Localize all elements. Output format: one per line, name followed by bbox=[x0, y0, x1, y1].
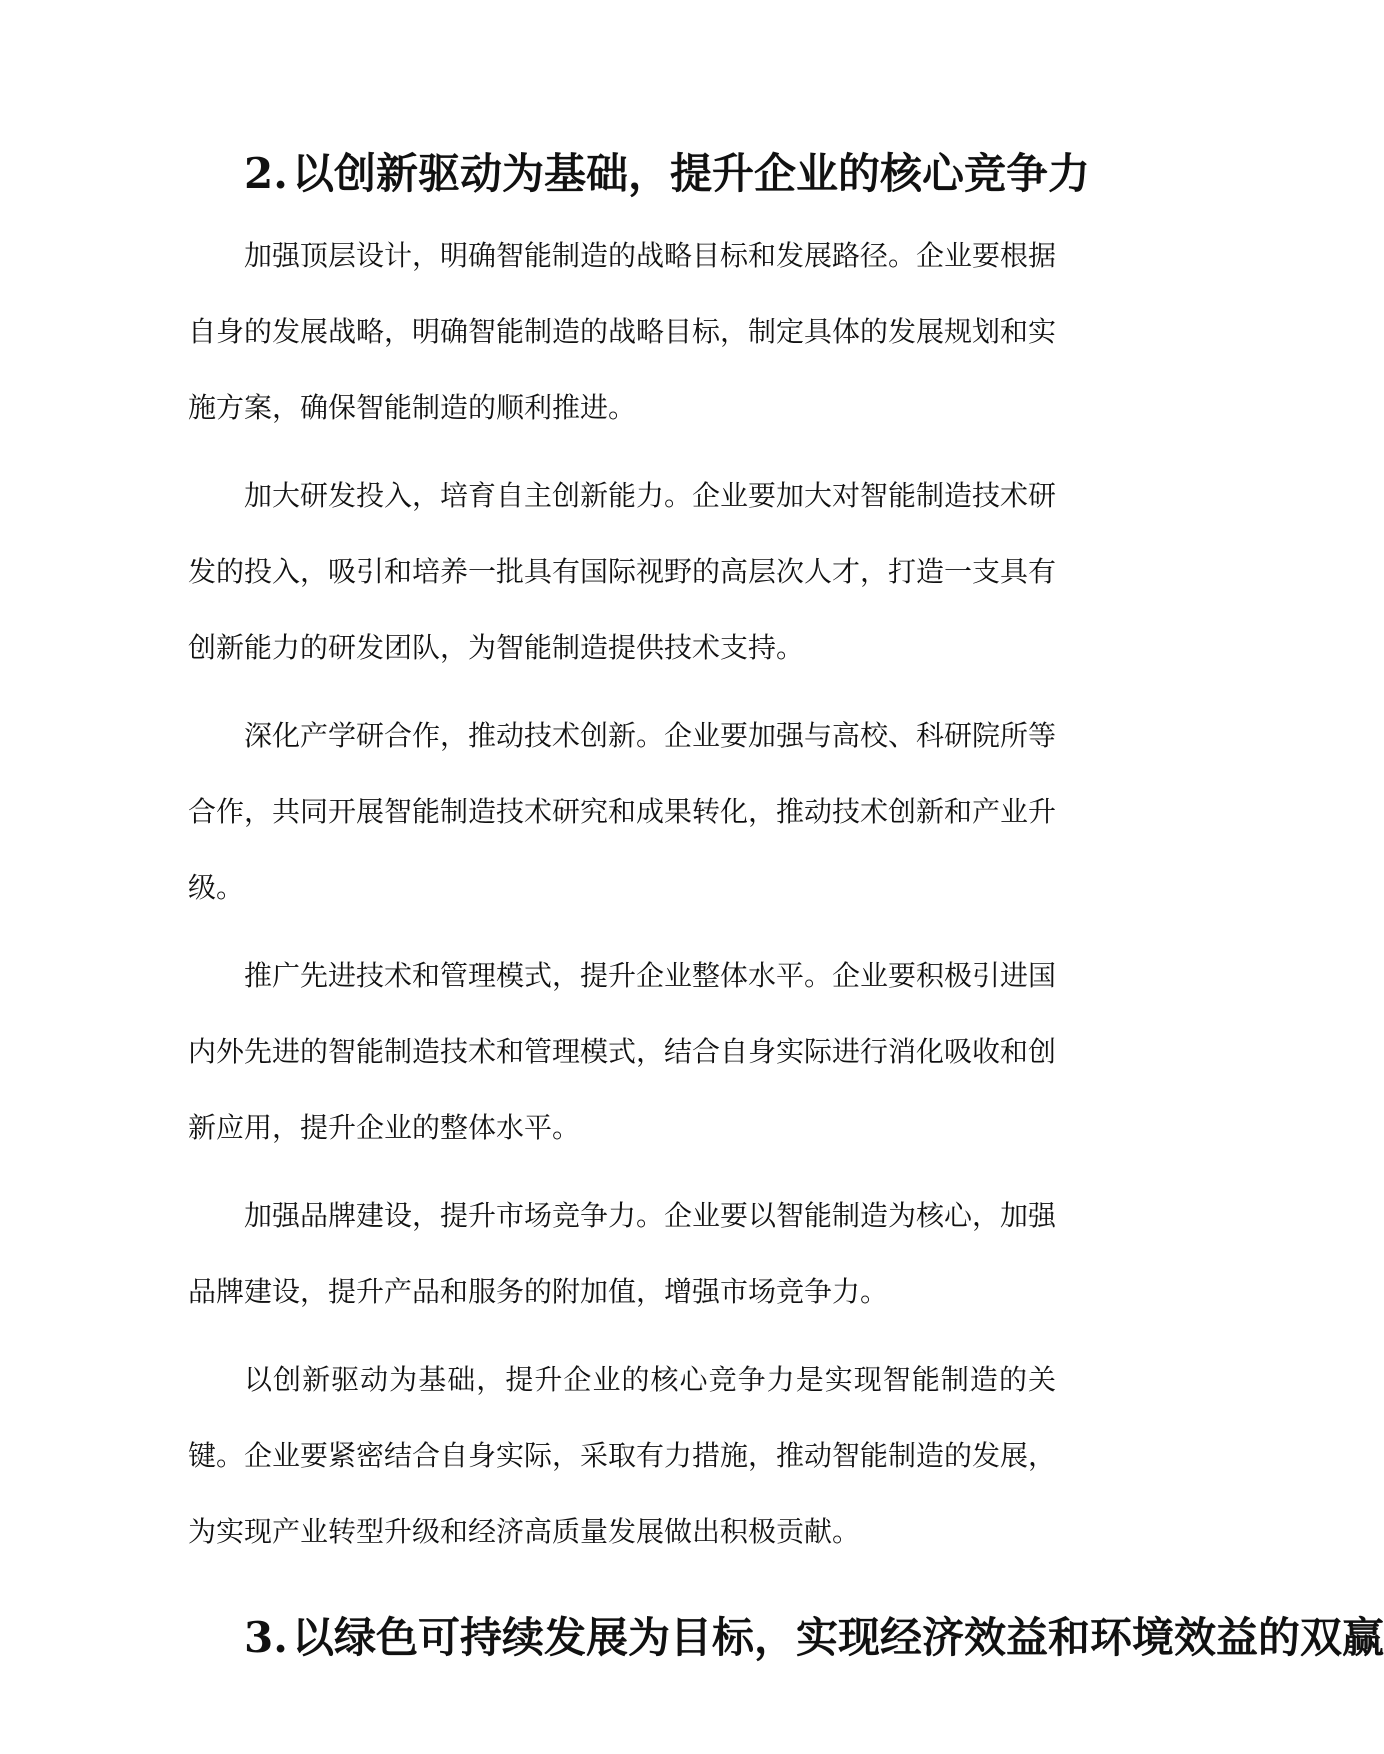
section-title: 以创新驱动为基础，提升企业的核心竞争力 bbox=[292, 149, 1091, 198]
section-number: 3. bbox=[244, 1613, 288, 1662]
section-title: 以绿色可持续发展为目标，实现经济效益和环境效益的双赢 bbox=[292, 1613, 1384, 1662]
paragraph: 加强顶层设计，明确智能制造的战略目标和发展路径。企业要根据自身的发展战略，明确智能制造的战略目标，制定具体的发展规划和实施方案，确保智能制造的顺利推进。 bbox=[188, 239, 1057, 424]
paragraph: 加强品牌建设，提升市场竞争力。企业要以智能制造为核心，加强品牌建设，提升产品和服务的附加值，增强市场竞争力。 bbox=[188, 1199, 1057, 1308]
paragraph: 推广先进技术和管理模式，提升企业整体水平。企业要积极引进国内外先进的智能制造技术和管理模式，结合自身实际进行消化吸收和创新应用，提升企业的整体水平。 bbox=[188, 959, 1057, 1144]
document-body bbox=[188, 144, 1384, 1668]
section-heading-3 bbox=[188, 1608, 1384, 1668]
paragraph: 深化产学研合作，推动技术创新。企业要加强与高校、科研院所等合作，共同开展智能制造技术研究和成果转化，推动技术创新和产业升级。 bbox=[188, 719, 1057, 904]
section-number: 2. bbox=[244, 149, 288, 198]
section-heading-2 bbox=[188, 144, 1091, 204]
paragraph: 加大研发投入，培育自主创新能力。企业要加大对智能制造技术研发的投入，吸引和培养一批具有国际视野的高层次人才，打造一支具有创新能力的研发团队，为智能制造提供技术支持。 bbox=[188, 479, 1057, 664]
paragraph: 以创新驱动为基础，提升企业的核心竞争力是实现智能制造的关键。企业要紧密结合自身实际，采取有力措施，推动智能制造的发展，为实现产业转型升级和经济高质量发展做出积极贡献。 bbox=[188, 1363, 1057, 1548]
